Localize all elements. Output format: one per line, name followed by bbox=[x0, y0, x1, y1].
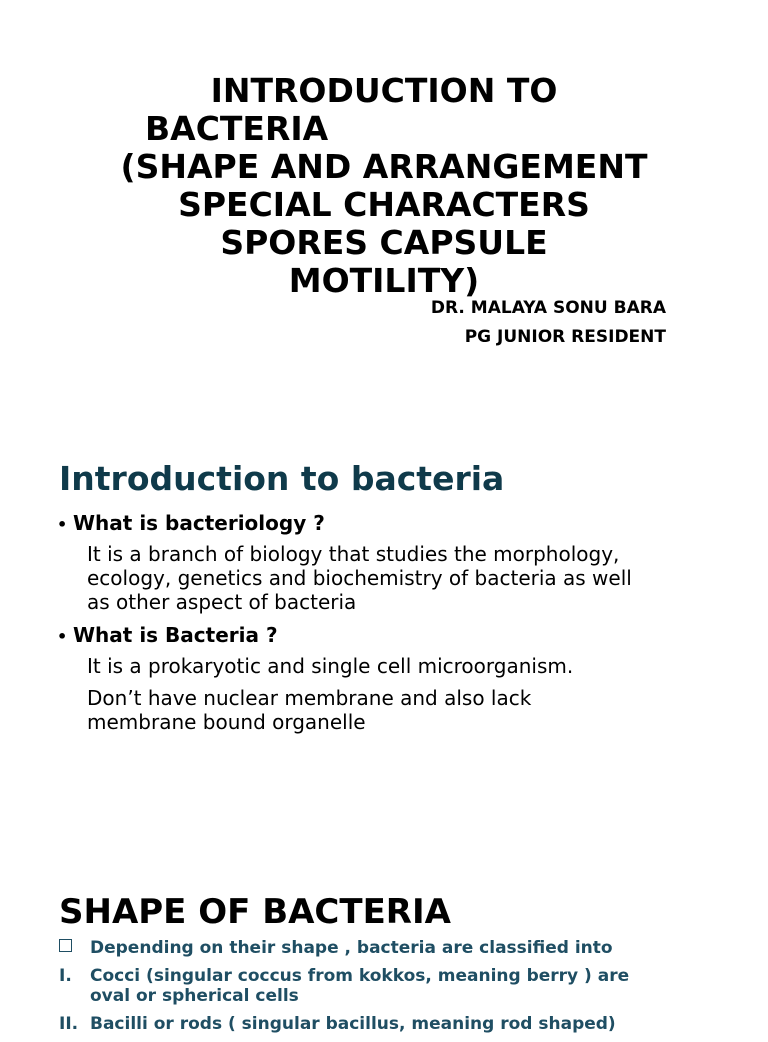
answer-line: membrane bound organelle bbox=[87, 710, 366, 734]
answer-line: Don’t have nuclear membrane and also lack bbox=[87, 686, 532, 710]
list-text-line: oval or spherical cells bbox=[90, 986, 299, 1006]
title-line: INTRODUCTION TO bbox=[210, 71, 558, 110]
list-marker bbox=[59, 938, 90, 958]
answer-line: ecology, genetics and biochemistry of bacteria as well bbox=[87, 566, 632, 590]
list-item bbox=[59, 1014, 739, 1034]
slide-heading: SHAPE OF BACTERIA bbox=[59, 892, 451, 932]
bullet-icon: • bbox=[57, 627, 68, 646]
list-text bbox=[90, 938, 613, 958]
question-bullet bbox=[57, 622, 717, 650]
answer-line: as other aspect of bacteria bbox=[87, 590, 357, 614]
title-line: BACTERIA bbox=[145, 109, 329, 148]
list-marker: I. bbox=[59, 966, 72, 986]
slide-heading: Introduction to bacteria bbox=[59, 459, 505, 498]
list-text bbox=[90, 1014, 616, 1034]
bullet-icon: • bbox=[57, 515, 68, 534]
intro-slide bbox=[0, 384, 768, 864]
list-text bbox=[90, 966, 629, 1006]
answer-paragraph bbox=[57, 686, 717, 734]
checkbox-bullet-icon bbox=[59, 939, 72, 952]
shape-slide bbox=[0, 864, 768, 1034]
title-line: SPECIAL CHARACTERS bbox=[178, 185, 590, 224]
answer-line: It is a branch of biology that studies the morphology, bbox=[87, 542, 620, 566]
shape-list bbox=[59, 938, 739, 1042]
question-text: What is bacteriology ? bbox=[73, 511, 325, 535]
author-name: DR. MALAYA SONU BARA bbox=[430, 298, 666, 318]
list-marker: II. bbox=[59, 1014, 79, 1034]
list-item bbox=[59, 966, 739, 1006]
slide-title bbox=[100, 72, 668, 300]
title-slide bbox=[0, 0, 768, 384]
answer-line: It is a prokaryotic and single cell microorganism. bbox=[87, 654, 574, 678]
list-text-line: Cocci (singular coccus from kokkos, meaning berry ) are bbox=[90, 966, 630, 986]
author-designation: PG JUNIOR RESIDENT bbox=[464, 327, 666, 347]
list-item bbox=[59, 938, 739, 958]
answer-paragraph bbox=[57, 654, 717, 678]
title-line: SPORES CAPSULE bbox=[220, 223, 548, 262]
question-bullet bbox=[57, 510, 717, 538]
list-text-line: Bacilli or rods ( singular bacillus, meaning rod shaped) bbox=[90, 1014, 616, 1034]
author-block bbox=[431, 294, 666, 352]
title-line: (SHAPE AND ARRANGEMENT bbox=[120, 147, 648, 186]
question-text: What is Bacteria ? bbox=[73, 623, 278, 647]
answer-paragraph bbox=[57, 542, 717, 614]
list-text-line: Depending on their shape , bacteria are classified into bbox=[90, 938, 613, 958]
slide-body bbox=[57, 510, 717, 742]
title-line: MOTILITY) bbox=[288, 261, 480, 300]
